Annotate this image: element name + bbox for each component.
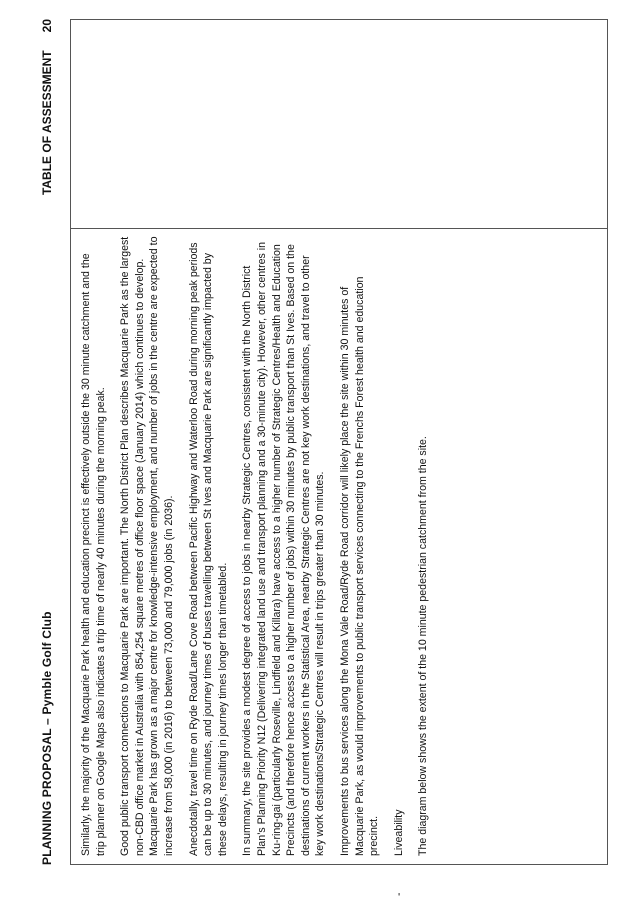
bullet-mark: - — [392, 892, 405, 896]
document-title: PLANNING PROPOSAL – Pymble Golf Club — [40, 611, 54, 865]
paragraph-travel-time: Anecdotally, travel time on Ryde Road/Lane Cove Road between Pacific Highway and Waterloo Road during morning peak periods can be up to 30 minutes, and journey times of buses travelling between St Ives and Macquarie Park are significantly impacted by these delays, resulting in journey times longer than timetabled. — [187, 242, 229, 856]
assessment-text — [79, 236, 441, 896]
paragraph-summary: In summary, the site provides a modest degree of access to jobs in nearby Strategic Centres, consistent with the North District Plan’s Planning Priority N12 (Delivering integrated land use and transport planning and a 30-minute city). However, other centres in Ku-ring-gai (particularly Roseville, Lindfield and Killara) have access to a higher number of Strategic Centres/Health and Education Precincts (and therefore hence access to a higher number of jobs) within 30 minutes by public transport than St Ives. Based on the destinations of current workers in the Statistical Area, nearby Strategic Centres are not key work destinations, and travel to other key work destinations/Strategic Centres will result in trips greater than 30 minutes. — [241, 242, 327, 856]
bullet-heading: Liveability — [392, 809, 405, 856]
assessment-table — [70, 19, 608, 896]
bullet-liveability — [392, 236, 407, 896]
paragraph-diagram-intro: The diagram below shows the extent of the 10 minute pedestrian catchment from the site. — [417, 436, 430, 856]
assessment-text-column — [71, 228, 607, 896]
page-number: 20 — [40, 19, 54, 33]
paragraph-trip-catchment: Similarly, the majority of the Macquarie Park health and education precinct is effectively outside the 30 minute catchment and the trip planner on Google Maps also indicates a trip time of nearly 40 minutes during the morning peak. — [80, 253, 107, 856]
paragraph-macquarie-park: Good public transport connections to Macquarie Park are important. The North District Plan describes Macquarie Park as the largest non-CBD office market in Australia with 854,254 square metres of office floor space (January 2014) which continues to develop. Macquarie Park has grown as a major centre for knowledge-intensive employment, and number of jobs in the centre are expected to increase from 58,000 (in 2016) to between 73,000 and 79,000 jobs (in 2036). — [119, 236, 175, 856]
section-title — [40, 19, 54, 195]
page-header — [40, 19, 62, 865]
paragraph-improvements: Improvements to bus services along the Mona Vale Road/Ryde Road corridor will likely place the site within 30 minutes of Macquarie Park, as would improvements to public transport services connecting to the Frenchs Forest health and education precinct. — [338, 276, 381, 856]
section-title-text: TABLE OF ASSESSMENT — [40, 50, 54, 196]
